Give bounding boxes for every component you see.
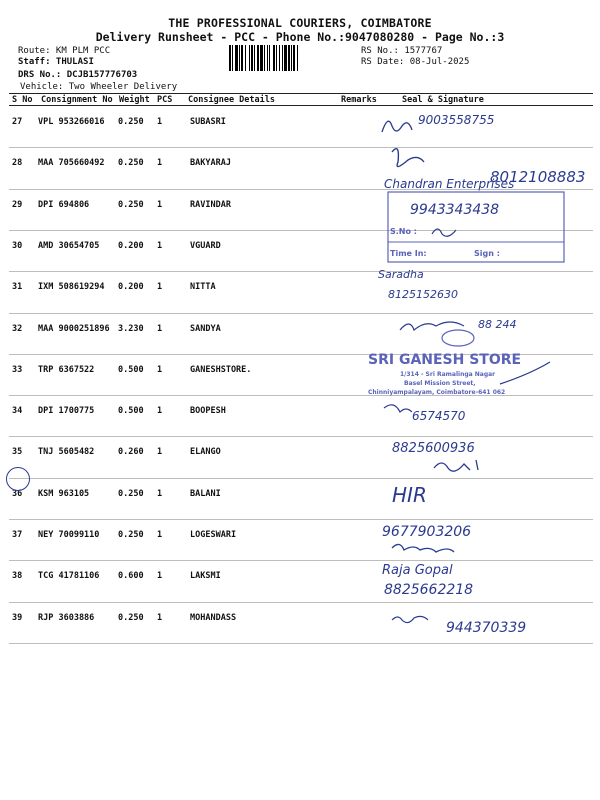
barcode-bar xyxy=(291,45,292,71)
cell-sno: 30 xyxy=(12,240,23,251)
cell-consignment: MAA 705660492 xyxy=(38,158,105,169)
cell-sno: 38 xyxy=(12,571,23,582)
table-top-rule xyxy=(9,93,593,94)
phone-r38: 8825662218 xyxy=(384,582,474,598)
barcode-bar xyxy=(245,45,246,71)
cell-sno: 29 xyxy=(12,199,23,210)
signature-row-38 xyxy=(382,563,473,598)
cell-weight: 0.600 xyxy=(118,571,144,582)
stamp2-line2: 1/314 - Sri Ramalinga Nagar xyxy=(400,371,496,378)
cell-pcs: 1 xyxy=(157,323,163,334)
cell-consignee: MOHANDASS xyxy=(190,612,237,623)
cell-pcs: 1 xyxy=(157,199,163,210)
cell-weight: 0.500 xyxy=(118,406,144,417)
rs-date: RS Date: 08-Jul-2025 xyxy=(361,57,470,67)
phone-r32: 88 244 xyxy=(478,318,517,331)
barcode-bar xyxy=(273,45,275,71)
stamp-row-29-30 xyxy=(384,177,564,262)
text-r36: HIR xyxy=(392,483,427,507)
cell-weight: 0.250 xyxy=(118,158,144,169)
barcode-bar xyxy=(267,45,268,71)
barcode-bar xyxy=(293,45,295,71)
cell-sno: 32 xyxy=(12,323,23,334)
cell-consignee: BOOPESH xyxy=(190,406,226,417)
barcode-bar xyxy=(288,45,290,71)
stamp-sno: S.No : xyxy=(390,227,417,236)
cell-weight: 0.250 xyxy=(118,199,144,210)
drs-number: DRS No.: DCJB157776703 xyxy=(18,70,138,80)
col-pcs: PCS xyxy=(157,95,173,105)
phone-r37: 9677903206 xyxy=(382,524,472,540)
cell-consignment: DPI 1700775 xyxy=(38,406,95,417)
row-36-circle-mark xyxy=(6,467,30,491)
cell-consignment: AMD 30654705 xyxy=(38,240,100,251)
stamp2-line4: Chinniyampalayam, Coimbatore-641 062 xyxy=(368,389,506,396)
cell-consignee: SANDYA xyxy=(190,323,221,334)
barcode-bar xyxy=(235,45,238,71)
cell-pcs: 1 xyxy=(157,488,163,499)
cell-sno: 34 xyxy=(12,406,23,417)
barcode-bar xyxy=(254,45,255,71)
cell-consignment: DPI 694806 xyxy=(38,199,90,210)
company-title: THE PROFESSIONAL COURIERS, COIMBATORE xyxy=(168,16,432,30)
cell-weight: 0.200 xyxy=(118,282,144,293)
cell-consignment: TCG 41781106 xyxy=(38,571,100,582)
cell-pcs: 1 xyxy=(157,571,163,582)
cell-weight: 0.260 xyxy=(118,447,144,458)
barcode-bar xyxy=(284,45,287,71)
cell-consignee: SUBASRI xyxy=(190,117,226,127)
cell-pcs: 1 xyxy=(157,406,163,417)
stamp2-line1: SRI GANESH STORE xyxy=(368,352,522,368)
cell-pcs: 1 xyxy=(157,364,163,375)
route-label: Route: KM PLM PCC xyxy=(18,46,111,56)
barcode-bar xyxy=(232,45,233,71)
signature-row-39 xyxy=(392,616,526,636)
cell-weight: 0.250 xyxy=(118,488,144,499)
barcode-bar xyxy=(257,45,259,71)
phone-r39: 944370339 xyxy=(446,620,527,636)
phone-r34: 6574570 xyxy=(412,409,466,423)
signature-row-36 xyxy=(392,483,427,507)
barcode-bar xyxy=(279,45,280,71)
cell-weight: 0.500 xyxy=(118,364,144,375)
cell-consignment: TRP 6367522 xyxy=(38,364,95,375)
col-sno: S No xyxy=(12,95,33,105)
cell-consignee: ELANGO xyxy=(190,447,221,458)
name-r29: Chandran Enterprises xyxy=(384,177,515,191)
cell-weight: 0.200 xyxy=(118,240,144,251)
name-r38: Raja Gopal xyxy=(382,563,453,578)
stamp-sri-ganesh-store xyxy=(368,352,550,423)
barcode-bar xyxy=(260,45,263,71)
cell-sno: 27 xyxy=(12,117,23,127)
barcode-bar xyxy=(276,45,277,71)
stamp-time: Time In: xyxy=(390,249,427,258)
cell-sno: 31 xyxy=(12,282,23,293)
barcode-bar xyxy=(249,45,250,71)
cell-pcs: 1 xyxy=(157,158,163,169)
cell-consignment: TNJ 5605482 xyxy=(38,447,95,458)
cell-pcs: 1 xyxy=(157,240,163,251)
barcode-bar xyxy=(282,45,283,71)
cell-consignment: MAA 9000251896 xyxy=(38,323,110,334)
barcode-bar xyxy=(239,45,240,71)
col-remarks: Remarks xyxy=(341,95,377,105)
rs-number: RS No.: 1577767 xyxy=(361,46,443,56)
cell-sno: 36 xyxy=(12,488,23,499)
cell-consignee: VGUARD xyxy=(190,240,221,251)
phone-r28: 8012108883 xyxy=(490,168,586,186)
barcode-bar xyxy=(229,45,231,71)
cell-pcs: 1 xyxy=(157,447,163,458)
name-r31: Saradha xyxy=(378,268,424,281)
signature-row-37 xyxy=(382,524,471,552)
cell-pcs: 1 xyxy=(157,530,163,540)
cell-consignment: NEY 70099110 xyxy=(38,530,100,540)
runsheet-subtitle: Delivery Runsheet - PCC - Phone No.:9047080280 - Page No.:3 xyxy=(95,30,505,44)
staff-label: Staff: THULASI xyxy=(18,57,94,67)
phone-r31: 8125152630 xyxy=(388,288,458,301)
signature-area xyxy=(360,102,600,752)
cell-consignee: BALANI xyxy=(190,488,221,499)
cell-consignment: VPL 953266016 xyxy=(38,117,105,127)
cell-consignee: LAKSMI xyxy=(190,571,221,582)
cell-weight: 3.230 xyxy=(118,323,144,334)
col-weight: Weight xyxy=(119,95,150,105)
cell-pcs: 1 xyxy=(157,612,163,623)
phone-r29: 9943343438 xyxy=(410,202,500,218)
barcode-bar xyxy=(241,45,243,71)
cell-consignment: KSM 963105 xyxy=(38,488,90,499)
cell-pcs: 1 xyxy=(157,117,163,127)
cell-weight: 0.250 xyxy=(118,530,144,540)
cell-consignee: GANESHSTORE. xyxy=(190,364,252,375)
cell-pcs: 1 xyxy=(157,282,163,293)
cell-weight: 0.250 xyxy=(118,117,144,127)
cell-sno: 39 xyxy=(12,612,23,623)
cell-consignment: RJP 3603886 xyxy=(38,612,95,623)
cell-sno: 28 xyxy=(12,158,23,169)
cell-sno: 35 xyxy=(12,447,23,458)
vehicle-label: Vehicle: Two Wheeler Delivery xyxy=(20,82,178,92)
cell-consignee: RAVINDAR xyxy=(190,199,231,210)
barcode-bar xyxy=(251,45,253,71)
cell-consignee: BAKYARAJ xyxy=(190,158,231,169)
cell-sno: 37 xyxy=(12,530,23,540)
signature-row-31 xyxy=(378,268,458,301)
barcode-bar xyxy=(297,45,298,71)
cell-consignee: NITTA xyxy=(190,282,216,293)
stamp-sign: Sign : xyxy=(474,249,500,258)
signature-row-27 xyxy=(382,113,494,132)
barcode-image xyxy=(229,45,354,71)
col-consignment: Consignment No xyxy=(41,95,113,105)
phone-r27: 9003558755 xyxy=(418,113,495,127)
stamp2-line3: Basel Mission Street, xyxy=(404,380,476,387)
col-seal-signature: Seal & Signature xyxy=(402,95,484,105)
signature-row-35 xyxy=(392,441,478,471)
cell-consignment: IXM 508619294 xyxy=(38,282,105,293)
col-consignee: Consignee Details xyxy=(188,95,275,105)
barcode-bar xyxy=(269,45,270,71)
cell-consignee: LOGESWARI xyxy=(190,530,237,540)
signature-row-32 xyxy=(400,318,517,346)
barcode-bar xyxy=(264,45,265,71)
cell-weight: 0.250 xyxy=(118,612,144,623)
phone-r35: 8825600936 xyxy=(392,441,475,456)
cell-sno: 33 xyxy=(12,364,23,375)
